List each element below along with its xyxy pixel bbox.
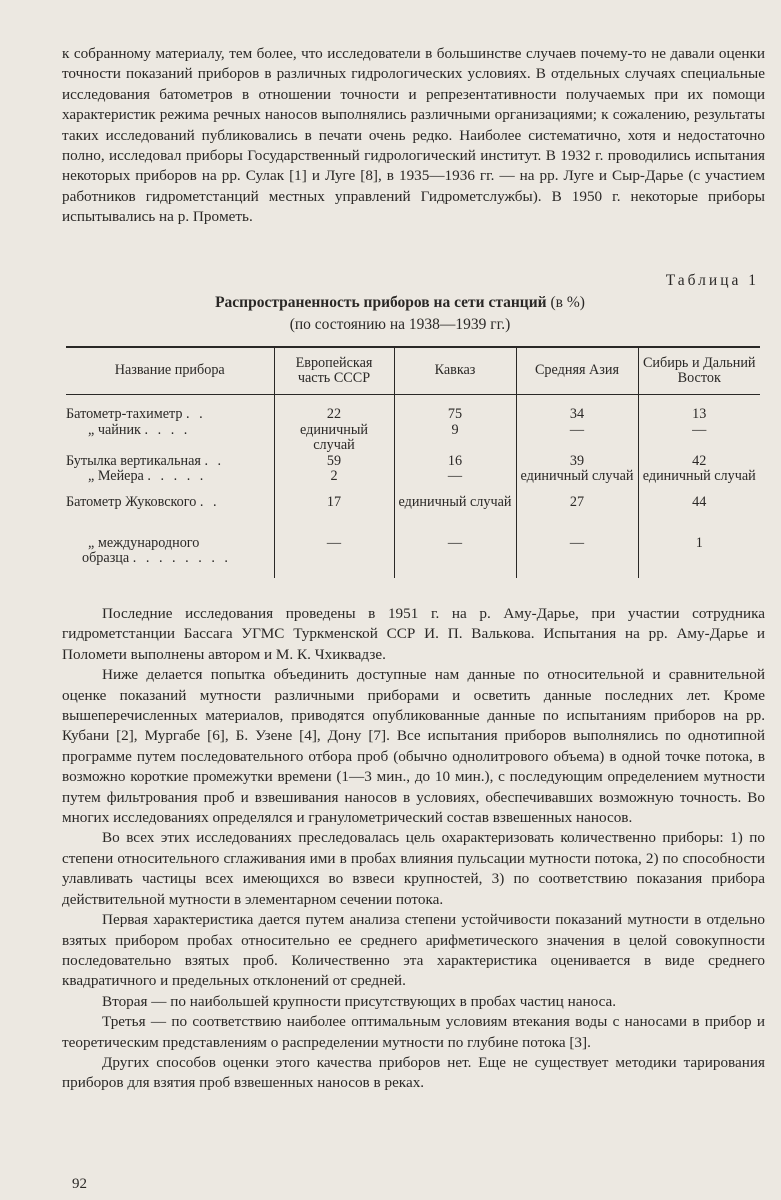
cell-value: 34 — [569, 406, 585, 422]
value-cell — [516, 536, 638, 578]
cell-value: 1 — [695, 534, 703, 551]
paragraph: Во всех этих исследованиях преследовалась цель охарактеризовать количественно приборы: 1) по степени относительного сглаживания ими в пробах влияния пульсации мутности потока, 2) по способности улавливать частицы всех имеющихся во взвеси крупностей, 3) по соответствию показания прибора действительной мутности в элементарном сечении потока. — [62, 829, 765, 908]
leader-dots: . . . . — [144, 421, 191, 438]
cell-value: 75 — [447, 406, 463, 422]
paragraph: Ниже делается попытка объединить доступные нам данные по относительной и сравнительной оценке показаний мутности различными приборами и осветить данные последних лет. Кроме вышеперечисленных материалов, приводятся опубликованные данные по испытаниям приборов на рр. Кубани [2], Мургабе [6], Б. Узене [4], Дону [7]. Все испытания приборов выполнялись по однотипной программе путем последовательного отбора проб (обычно однолитрового объема) в одной точке потока, в возможно короткие промежутки времени (1—3 мин., до 10 мин.), с последующим определением мутности путем фильтрования проб и взвешивания наносов в условиях, обеспечивавших возможную точность. Во многих исследованиях определялся и гранулометрический состав взвешенных наносов. — [62, 666, 765, 827]
cell-value: единичный случай — [300, 421, 368, 453]
leader-dots: . . . . . — [147, 468, 207, 484]
paragraph: Третья — по соответствию наиболее оптимальным условиям втекания воды с наносами в прибор и теоретическим представлениям о распределении мутности по глубине потока [3]. — [62, 1013, 765, 1051]
value-cell — [394, 536, 516, 578]
cell-value: 39 — [569, 452, 585, 469]
cell-value: — — [447, 534, 463, 551]
leader-dots: . . . . . . . . — [132, 550, 231, 566]
instrument-name: „ чайник — [88, 421, 141, 438]
paragraph: Вторая — по наибольшей крупности присутствующих в пробах частиц наноса. — [102, 992, 617, 1010]
table-row — [66, 454, 760, 495]
body-text — [62, 604, 765, 1094]
cell-value: 27 — [569, 493, 585, 510]
cell-value: 42 — [692, 452, 707, 469]
cell-value: 16 — [447, 452, 463, 469]
table-title-unit: (в %) — [550, 294, 585, 311]
header-cell: Сибирь и Дальний Восток — [638, 347, 760, 395]
table-title — [60, 294, 740, 312]
instrument-name-cell — [66, 454, 274, 495]
value-cell — [638, 395, 760, 454]
value-cell — [638, 536, 760, 578]
distribution-table — [66, 346, 760, 578]
header-cell: Европейская часть СССР — [274, 347, 394, 395]
value-cell — [274, 495, 394, 536]
cell-value: — — [447, 468, 463, 484]
leader-dots: . . — [204, 452, 225, 469]
value-cell — [516, 454, 638, 495]
leader-dots: . . — [199, 493, 220, 510]
value-cell — [516, 395, 638, 454]
value-cell — [394, 495, 516, 536]
instrument-name-cell — [66, 536, 274, 578]
cell-value: единичный случай — [642, 468, 756, 484]
table-caption: Таблица 1 — [665, 272, 759, 289]
instrument-name: „ Мейера — [88, 468, 144, 484]
table-row — [66, 395, 760, 454]
cell-value: 13 — [692, 406, 707, 422]
cell-value: 44 — [692, 493, 707, 510]
table-header-row — [66, 347, 760, 395]
cell-value: 22 — [326, 406, 342, 422]
cell-value: — — [569, 421, 585, 438]
instrument-name-cell — [66, 395, 274, 454]
cell-value: 2 — [330, 468, 338, 484]
value-cell — [274, 454, 394, 495]
cell-value: 59 — [326, 452, 342, 469]
intro-text — [62, 44, 765, 228]
value-cell — [394, 454, 516, 495]
paragraph: Других способов оценки этого качества приборов нет. Еще не существует методики тарирования приборов для взятия проб взвешенных наносов в реках. — [62, 1053, 765, 1092]
header-cell: Кавказ — [394, 347, 516, 395]
cell-value: единичный случай — [520, 468, 634, 484]
paragraph: к собранному материалу, тем более, что исследователи в большинстве случаев почему-то не давали оценки точности показаний приборов в различных гидрологических условиях. В отдельных случаях специальные исследования батометров в отношении точности и репрезентативности получаемых при их помощи характеристик режима речных наносов выполнялись различными организациями; к сожалению, результаты таких исследований публиковались в печати очень редко. Наиболее систематично, хотя и недостаточно полно, исследовал приборы Государственный гидрологический институт. В 1932 г. проводились испытания некоторых приборов на рр. Сулак [1] и Луге [8], в 1935—1936 гг. — на рр. Луге и Сыр-Дарье (с участием работников гидрометстанций местных управлений Гидрометслужбы). В 1950 г. некоторые приборы испытывались на р. Пpoметь. — [62, 45, 765, 226]
table-subtitle: (по состоянию на 1938—1939 гг.) — [289, 316, 511, 333]
cell-value: — — [692, 421, 707, 438]
table-title-text: Распространенность приборов на сети станций — [215, 294, 547, 311]
paragraph: Последние исследования проведены в 1951 г. на р. Аму-Дарье, при участии сотрудника гидрометстанции Бассага УГМС Туркменской ССР И. П. Валькова. Испытания на рр. Аму-Дарье и Пoлoмети выполнены автором и М. К. Чхиквадзе. — [62, 605, 765, 663]
leader-dots: . . — [186, 406, 206, 422]
value-cell — [274, 536, 394, 578]
header-cell: Название прибора — [114, 362, 225, 379]
cell-value: — — [326, 534, 342, 551]
header-cell: Средняя Азия — [516, 347, 638, 395]
instrument-name: Батометр-тахиметр — [66, 406, 183, 422]
cell-value: — — [569, 534, 585, 551]
value-cell — [394, 395, 516, 454]
instrument-name: Бутылка вертикальная — [66, 452, 201, 469]
table-row — [66, 536, 760, 578]
cell-value: 9 — [451, 421, 459, 438]
value-cell — [516, 495, 638, 536]
instrument-name: образца — [82, 550, 130, 566]
page-number: 92 — [72, 1176, 87, 1192]
instrument-name: „ международного — [88, 534, 200, 551]
instrument-name: Батометр Жуковского — [66, 493, 197, 510]
value-cell — [638, 495, 760, 536]
table-row — [66, 495, 760, 536]
cell-value: единичный случай — [398, 493, 512, 510]
value-cell — [274, 395, 394, 454]
instrument-name-cell — [66, 495, 274, 536]
value-cell — [638, 454, 760, 495]
cell-value: 17 — [326, 493, 342, 510]
paragraph: Первая характеристика дается путем анализа степени устойчивости показаний мутности в отдельно взятых прибором пробах относительно ее среднего арифметического значения в целой совокупности последовательно взятых проб. Количественно эта характеристика оценивается в виде среднего квадратичного и предельных отклонений от средней. — [62, 911, 765, 990]
